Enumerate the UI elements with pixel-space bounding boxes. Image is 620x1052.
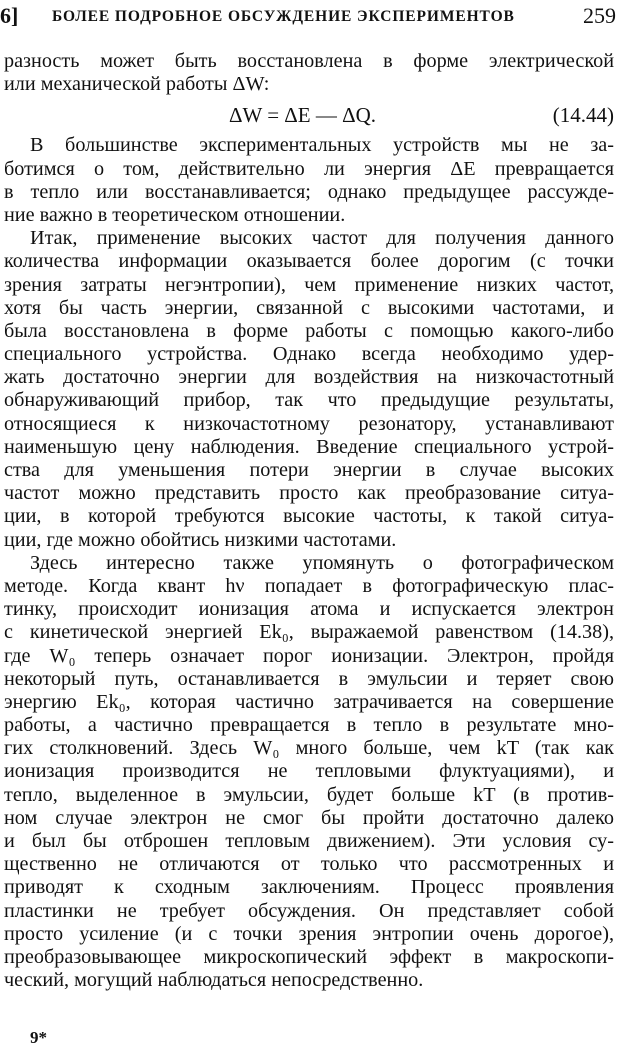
running-title: БОЛЕЕ ПОДРОБНОЕ ОБСУЖДЕНИЕ ЭКСПЕРИМЕНТОВ [52,8,515,25]
text-line: и был бы отброшен тепловым движением). Эти условия су- [4,830,614,852]
text-line: жать достаточно энергии для воздействия на низкочастотный [4,366,614,389]
text-line: ионизация производится не тепловыми флуктуациями), и [4,760,614,783]
text-line: тепло, выделенное в эмульсии, будет больше kT (в против- [4,783,614,806]
text-line: некоторый путь, останавливается в эмульсии и теряет свою [4,667,614,690]
page-body [4,50,614,992]
text-line: ции, в которой требуются высокие частоты, к такой ситуа- [4,505,614,528]
text-line: разность может быть восстановлена в форме электрической [4,50,614,72]
text-line: относящиеся к низкочастотному резонатору, устанавливают [4,412,614,435]
text-line: щественно не отличаются от только что рассмотренных и [4,853,614,876]
text-line: гих столкновений. Здесь W₀ много больше, чем kT (так как [4,737,614,760]
equation [4,96,614,134]
text-line: наименьшую цену наблюдения. Введение специального устрой- [4,435,614,458]
page-number: 259 [583,3,616,28]
text-line: пластинки не требует обсуждения. Он представляет собой [4,899,614,922]
equation-number: (14.44) [552,103,614,128]
text-line: просто усиление (и с точки зрения энтропии очень дорогое), [4,922,614,945]
signature-mark: 9* [30,1028,47,1047]
text-line: зрения затраты негэнтропии), чем применение низких частот, [4,273,614,296]
text-line: преобразовывающее микроскопический эффект в макроскопи- [4,945,614,968]
text-line: или механической работы ΔW: [4,73,270,96]
text-line: количества информации оказывается более дорогим (с точки [4,250,614,273]
text-line: где W₀ теперь означает порог ионизации. Электрон, пройдя [4,644,614,667]
text-line: хотя бы часть энергии, связанной с высокими частотами, и [4,296,614,319]
text-line: ботимся о том, действительно ли энергия ΔE превращается [4,157,614,180]
text-line: тинку, происходит ионизация атома и испускается электрон [4,598,614,621]
text-line: приводят к сходным заключениям. Процесс проявления [4,876,614,899]
text-line: ции, где можно обойтись низкими частотами. [4,528,397,551]
section-mark: 6] [0,3,19,28]
text-line: с кинетической энергией Ek₀, выражаемой равенством (14.38), [4,621,614,644]
text-line: была восстановлена в форме работы с помощью какого-либо [4,319,614,342]
text-line: методе. Когда квант hν попадает в фотографическую плас- [4,574,614,597]
text-line: работы, а частично превращается в тепло в результате мно- [4,714,614,737]
text-line: ства для уменьшения потери энергии в случае высоких [4,459,614,481]
text-line: Итак, применение высоких частот для получения данного [30,227,614,250]
text-line: Здесь интересно также упомянуть о фотографическом [30,551,614,574]
text-line: В большинстве экспериментальных устройств мы не за- [30,134,614,157]
text-line: ном случае электрон не смог бы пройти достаточно далеко [4,806,614,829]
text-line: ние важно в теоретическом отношении. [4,203,346,226]
text-line: ческий, могущий наблюдаться непосредственно. [4,969,424,992]
text-line: энергию Ek₀, которая частично затрачивается на совершение [4,690,614,713]
text-line: обнаруживающий прибор, так что предыдущие результаты, [4,389,614,412]
text-line: частот можно представить просто как преобразование ситуа- [4,482,614,505]
text-line: специального устройства. Однако всегда необходимо удер- [4,343,614,366]
text-line: в тепло или восстанавливается; однако предыдущее рассужде- [4,180,614,203]
running-header [0,3,620,31]
equation-expression: ΔW = ΔE — ΔQ. [229,103,377,128]
